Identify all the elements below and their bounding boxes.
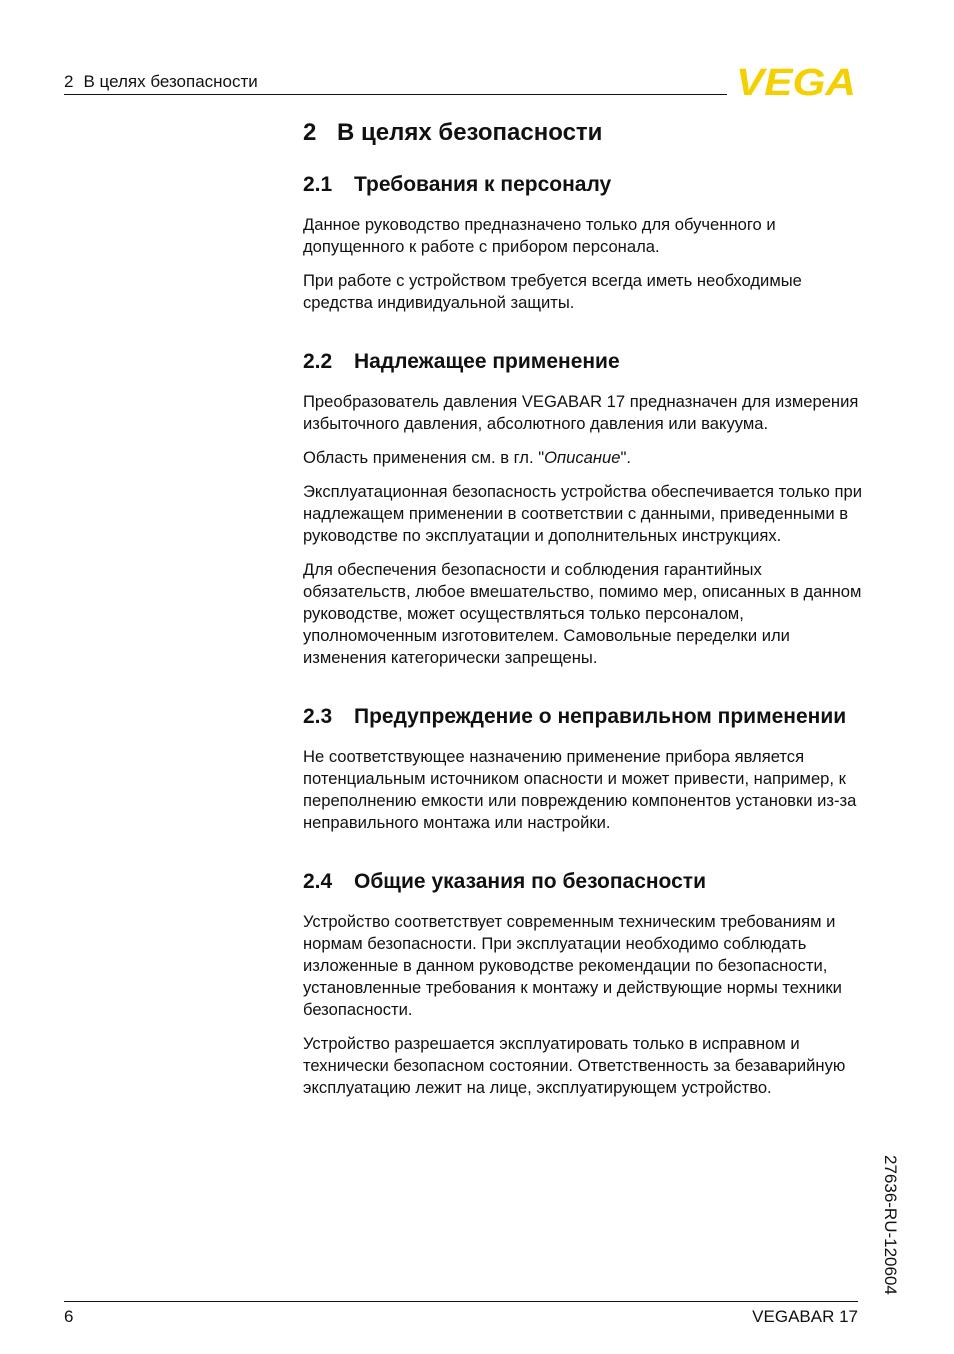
scope-reference-link[interactable]: Описание — [544, 448, 621, 467]
footer-product-name: VEGABAR 17 — [752, 1307, 858, 1326]
document-code: 27636-RU-120604 — [881, 1155, 900, 1295]
section-title: Требования к персоналу — [354, 173, 612, 196]
page-number: 6 — [64, 1307, 74, 1326]
section-heading — [303, 868, 863, 896]
section-heading — [303, 348, 863, 376]
paragraph: При работе с устройством требуется всегда иметь необходимые средства индивидуальной защиты. — [303, 271, 802, 312]
main-content — [303, 118, 863, 1111]
section-2-2 — [303, 348, 863, 669]
scope-paragraph — [303, 447, 863, 469]
scope-prefix: Область применения см. в гл. " — [303, 448, 545, 467]
paragraph: Эксплуатационная безопасность устройства обеспечивается только при надлежащем применении в соответствии с данными, приведенными в руководстве по эксплуатации и дополнительных инструкциях. — [303, 482, 862, 545]
chapter-number: 2 — [303, 119, 317, 146]
running-header — [64, 72, 258, 92]
paragraph: Не соответствующее назначению применение прибора является потенциальным источником опасности и может привести, например, к переполнению емкости или повреждению компонентов установки из-за неправильного монтажа или настройки. — [303, 747, 857, 832]
vega-logo-text: VEGA — [736, 64, 856, 98]
section-heading — [303, 171, 863, 199]
section-2-3 — [303, 703, 863, 834]
paragraph: Устройство соответствует современным техническим требованиям и нормам безопасности. При эксплуатации необходимо соблюдать изложенные в данном руководстве рекомендации по безопасности, установленные требования к монтажу и действующие нормы техники безопасности. — [303, 912, 842, 1019]
section-number: 2.2 — [303, 350, 333, 373]
header-chapter-title: В целях безопасности — [83, 72, 258, 91]
section-title: Общие указания по безопасности — [354, 870, 706, 893]
chapter-title-text: В целях безопасности — [337, 119, 603, 146]
header-divider — [64, 94, 727, 95]
section-title: Надлежащее применение — [354, 350, 620, 373]
section-2-1 — [303, 171, 863, 314]
paragraph: Устройство разрешается эксплуатировать только в исправном и технически безопасном состоянии. Ответственность за безаварийную эксплуатацию лежит на лице, эксплуатирующем устройство. — [303, 1034, 846, 1097]
section-title: Предупреждение о неправильном применении — [354, 705, 847, 728]
section-2-4 — [303, 868, 863, 1099]
header-chapter-number: 2 — [64, 72, 74, 91]
paragraph: Преобразователь давления VEGABAR 17 предназначен для измерения избыточного давления, абсолютного давления или вакуума. — [303, 392, 859, 433]
chapter-title — [303, 118, 863, 148]
section-number: 2.1 — [303, 173, 333, 196]
footer-divider — [64, 1301, 858, 1302]
scope-suffix: ". — [620, 448, 632, 467]
section-heading — [303, 703, 863, 731]
vega-logo — [734, 64, 858, 98]
section-number: 2.4 — [303, 870, 333, 893]
paragraph: Данное руководство предназначено только для обученного и допущенного к работе с прибором персонала. — [303, 215, 776, 256]
paragraph: Для обеспечения безопасности и соблюдения гарантийных обязательств, любое вмешательство, помимо мер, описанных в данном руководстве, может осуществляться только персоналом, уполномоченным изготовителем. Самовольные переделки или изменения категорически запрещены. — [303, 560, 862, 667]
section-number: 2.3 — [303, 705, 333, 728]
